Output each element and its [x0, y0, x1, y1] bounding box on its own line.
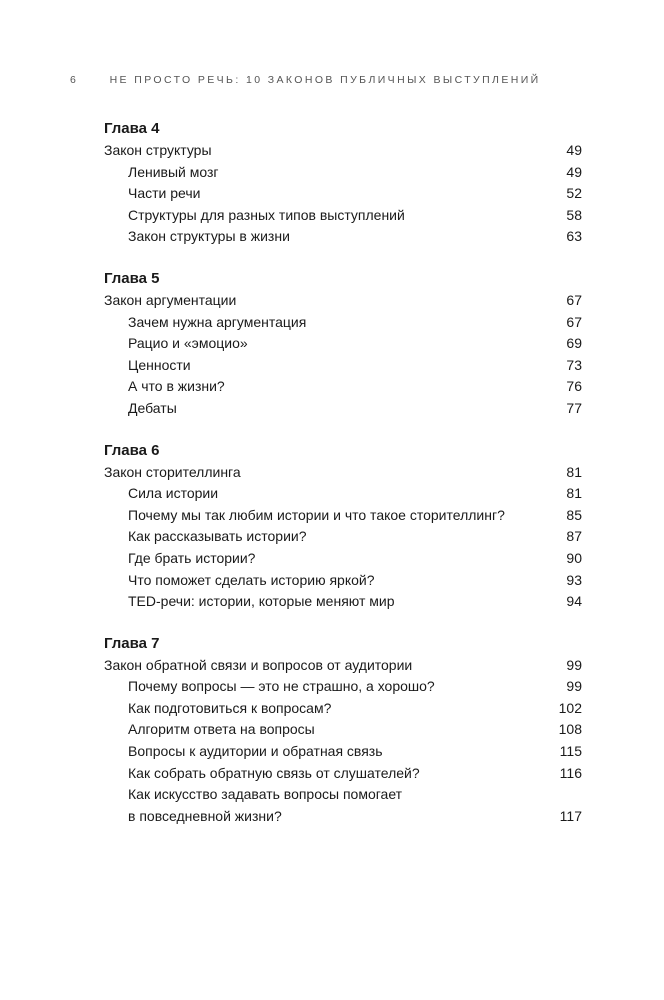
toc-subentry[interactable] — [104, 376, 582, 398]
chapter-title-entry[interactable] — [104, 290, 582, 312]
entry-page-number: 108 — [558, 721, 582, 738]
toc-subentry[interactable] — [104, 226, 582, 248]
entry-title: Почему вопросы — это не страшно, а хорошо? — [128, 678, 435, 695]
chapter-section — [104, 633, 582, 828]
toc-subentry[interactable] — [104, 763, 582, 785]
toc-subentry[interactable] — [104, 526, 582, 548]
chapter-section — [104, 440, 582, 613]
toc-subentry[interactable] — [104, 183, 582, 205]
entry-title: в повседневной жизни? — [128, 807, 282, 824]
entry-page-number: 85 — [566, 506, 582, 523]
toc-subentry[interactable] — [104, 398, 582, 420]
chapter-title-entry[interactable] — [104, 140, 582, 162]
entry-page-number: 63 — [566, 228, 582, 245]
toc-subentry[interactable] — [104, 162, 582, 184]
toc-subentry[interactable] — [104, 719, 582, 741]
entry-title: Закон структуры — [104, 142, 212, 158]
chapter-heading: Глава 6 — [104, 441, 160, 459]
toc-subentry[interactable] — [104, 505, 582, 527]
entry-title: Почему мы так любим истории и что такое сторителлинг? — [128, 506, 505, 523]
entry-title: Алгоритм ответа на вопросы — [128, 721, 315, 738]
entry-title: Вопросы к аудитории и обратная связь — [128, 743, 383, 760]
entry-page-number: 67 — [566, 291, 582, 308]
chapter-title-entry[interactable] — [104, 462, 582, 484]
entry-title: Как подготовиться к вопросам? — [128, 699, 332, 716]
toc-subentry[interactable] — [104, 698, 582, 720]
entry-page-number: 115 — [559, 743, 582, 760]
entry-page-number: 69 — [566, 335, 582, 352]
entry-page-number: 81 — [566, 485, 582, 502]
chapter-section — [104, 268, 582, 420]
entry-title: Что поможет сделать историю яркой? — [128, 571, 375, 588]
entry-title: TED-речи: истории, которые меняют мир — [128, 593, 395, 610]
toc-subentry[interactable] — [104, 205, 582, 227]
entry-title: Как искусство задавать вопросы помогает — [128, 786, 403, 803]
toc-subentry[interactable] — [104, 784, 582, 806]
entry-page-number: 90 — [566, 549, 582, 566]
entry-page-number: 117 — [559, 807, 582, 824]
entry-page-number: 67 — [566, 313, 582, 330]
entry-page-number: 58 — [566, 206, 582, 223]
entry-page-number: 76 — [566, 378, 582, 395]
entry-title: Зачем нужна аргументация — [128, 313, 307, 330]
entry-page-number: 49 — [566, 142, 582, 158]
entry-page-number: 93 — [566, 571, 582, 588]
entry-title: Закон структуры в жизни — [128, 228, 290, 245]
entry-page-number: 99 — [566, 656, 582, 673]
entry-title: Как собрать обратную связь от слушателей? — [128, 764, 420, 781]
entry-page-number: 94 — [566, 593, 582, 610]
entry-page-number: 52 — [566, 185, 582, 202]
chapter-section — [104, 118, 582, 248]
chapter-heading: Глава 5 — [104, 269, 160, 287]
entry-page-number: 102 — [558, 699, 582, 716]
entry-title: Структуры для разных типов выступлений — [128, 206, 405, 223]
chapter-heading: Глава 4 — [104, 120, 160, 137]
entry-page-number: 73 — [566, 356, 582, 373]
table-of-contents — [104, 118, 582, 847]
entry-title: А что в жизни? — [128, 378, 225, 395]
entry-title: Закон аргументации — [104, 291, 237, 308]
entry-page-number: 116 — [559, 764, 582, 781]
entry-page-number: 77 — [566, 399, 582, 416]
entry-title: Закон сторителлинга — [104, 463, 241, 480]
toc-subentry[interactable] — [104, 806, 582, 828]
entry-title: Закон обратной связи и вопросов от аудитории — [104, 656, 413, 673]
book-title: НЕ ПРОСТО РЕЧЬ: 10 ЗАКОНОВ ПУБЛИЧНЫХ ВЫСТУПЛЕНИЙ — [109, 74, 541, 86]
entry-page-number: 49 — [566, 163, 582, 180]
entry-page-number: 81 — [566, 463, 582, 480]
entry-page-number: 99 — [566, 678, 582, 695]
chapter-heading: Глава 7 — [104, 634, 160, 652]
chapter-title-entry[interactable] — [104, 655, 582, 677]
toc-subentry[interactable] — [104, 676, 582, 698]
entry-title: Ценности — [128, 356, 191, 373]
toc-subentry[interactable] — [104, 591, 582, 613]
entry-title: Части речи — [128, 185, 201, 202]
entry-title: Ленивый мозг — [128, 163, 219, 180]
entry-title: Как рассказывать истории? — [128, 528, 307, 545]
entry-title: Рацио и «эмоцио» — [128, 335, 248, 352]
entry-title: Сила истории — [128, 485, 219, 502]
toc-subentry[interactable] — [104, 333, 582, 355]
toc-subentry[interactable] — [104, 741, 582, 763]
toc-subentry[interactable] — [104, 355, 582, 377]
page-number: 6 — [70, 74, 79, 86]
entry-page-number: 87 — [566, 528, 582, 545]
entry-title: Где брать истории? — [128, 549, 256, 566]
entry-title: Дебаты — [128, 399, 177, 416]
toc-subentry[interactable] — [104, 312, 582, 334]
toc-subentry[interactable] — [104, 570, 582, 592]
running-head — [70, 74, 541, 86]
toc-subentry[interactable] — [104, 548, 582, 570]
toc-subentry[interactable] — [104, 483, 582, 505]
